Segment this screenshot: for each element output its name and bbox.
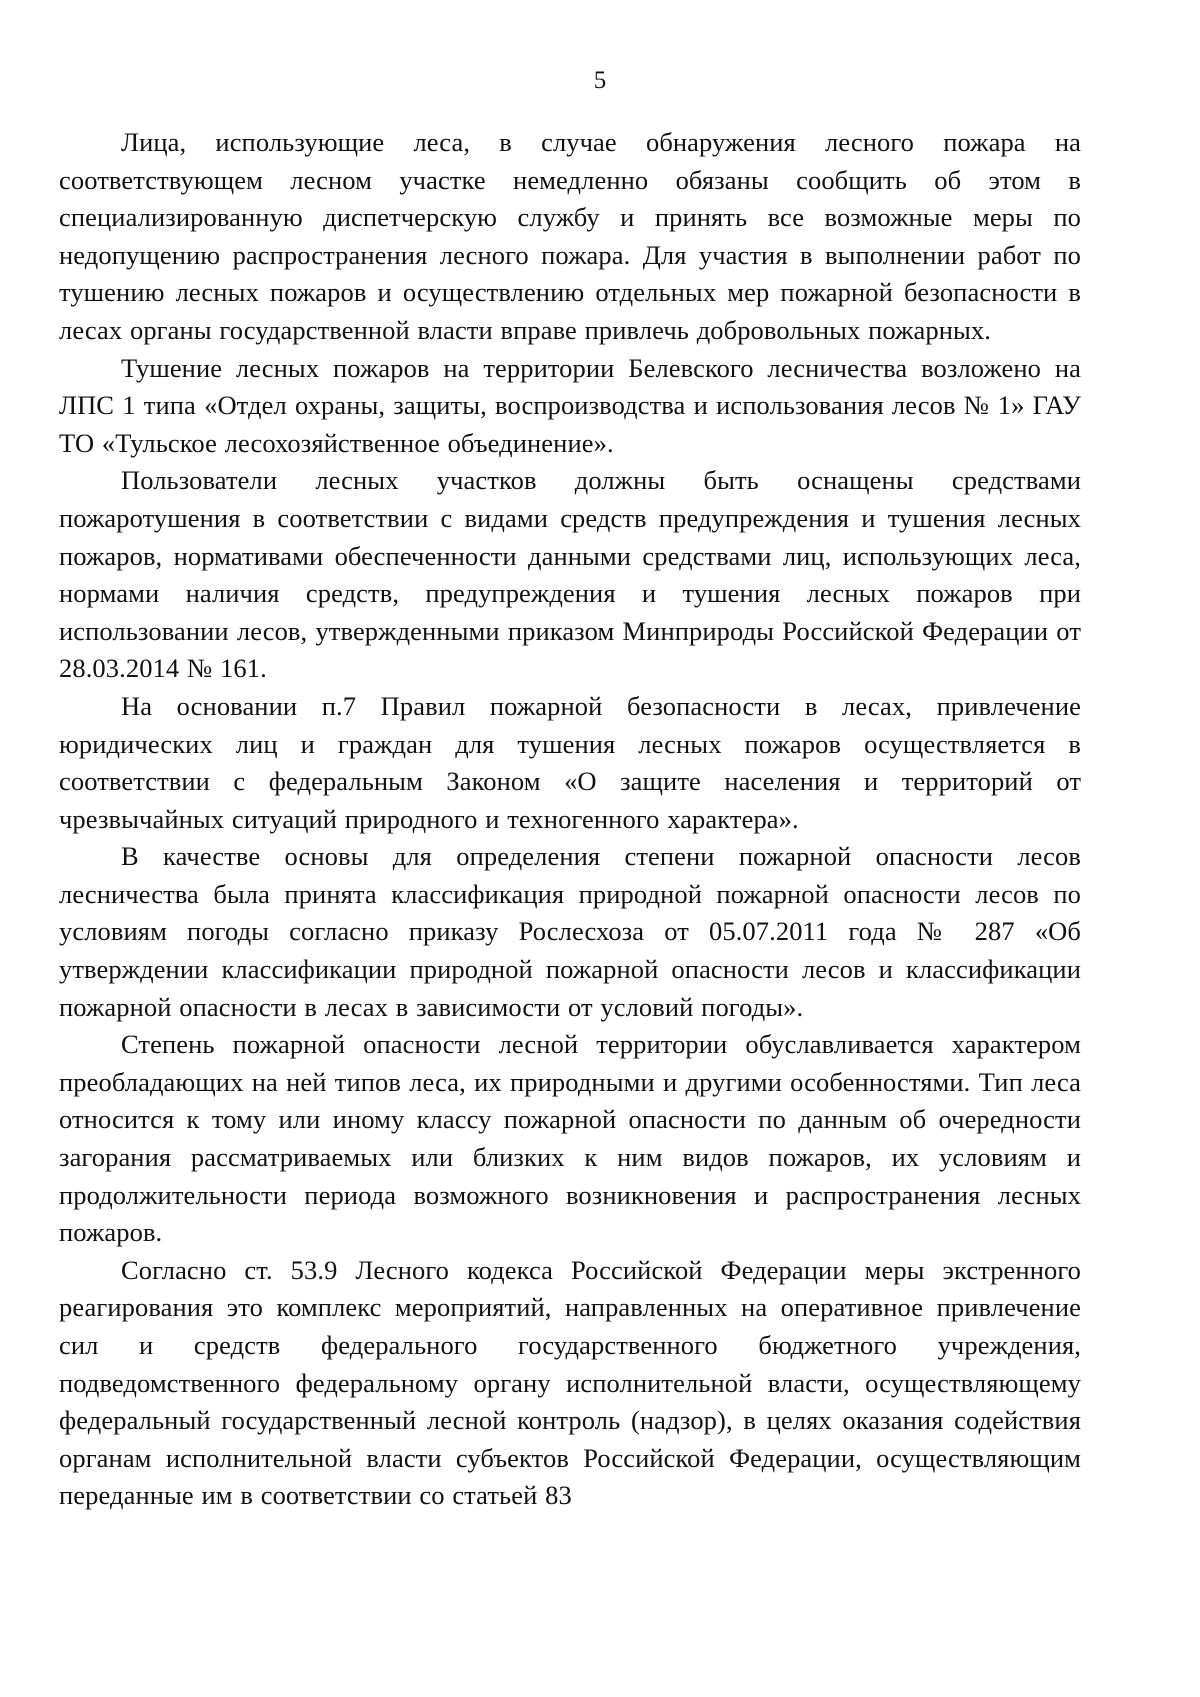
paragraph-fire-suppression-responsibility: Тушение лесных пожаров на территории Белевского лесничества возложено на ЛПС 1 типа «Отдел охраны, защиты, воспроизводства и использования лесов № 1» ГАУ ТО «Тульское лесохозяйственное объединение». (59, 352, 1081, 458)
document-body (59, 124, 1081, 1515)
paragraph-emergency-response: Согласно ст. 53.9 Лесного кодекса Российской Федерации меры экстренного реагирования это комплекс мероприятий, направленных на оперативное привлечение сил и средств федерального государственного бюджетного учреждения, подведомственного федеральному органу исполнительной власти, осуществляющему федеральный государственный лесной контроль (надзор), в целях оказания содействия органам исполнительной власти субъектов Российской Федерации, осуществляющим переданные им в соответствии со статьей 83 (59, 1254, 1081, 1511)
paragraph-legal-basis: На основании п.7 Правил пожарной безопасности в лесах, привлечение юридических лиц и граждан для тушения лесных пожаров осуществляется в соответствии с федеральным Законом «О защите населения и территорий от чрезвычайных ситуаций природного и техногенного характера». (59, 690, 1081, 834)
paragraph-volunteer-firefighters: Лица, использующие леса, в случае обнаружения лесного пожара на соответствующем лесном участке немедленно обязаны сообщить об этом в специализированную диспетчерскую службу и принять все возможные меры по недопущению распространения лесного пожара. Для участия в выполнении работ по тушению лесных пожаров и осуществлению отдельных мер пожарной безопасности в лесах органы государственной власти вправе привлечь добровольных пожарных. (59, 127, 1081, 345)
page-number: 5 (593, 67, 607, 94)
paragraph-firefighting-equipment: Пользователи лесных участков должны быть оснащены средствами пожаротушения в соответствии с видами средств предупреждения и тушения лесных пожаров, нормативами обеспеченности данными средствами лиц, использующих леса, нормами наличия средств, предупреждения и тушения лесных пожаров при использовании лесов, утвержденными приказом Минприроды Российской Федерации от 28.03.2014 № 161. (59, 465, 1081, 684)
paragraph-fire-danger-classification: В качестве основы для определения степени пожарной опасности лесов лесничества была принята классификация природной пожарной опасности лесов по условиям погоды согласно приказу Рослесхоза от 05.07.2011 года № 287 «Об утверждении классификации природной пожарной опасности лесов и классификации пожарной опасности в лесах в зависимости от условий погоды». (59, 841, 1081, 1022)
paragraph-fire-danger-degree: Степень пожарной опасности лесной территории обуславливается характером преобладающих на ней типов леса, их природными и другими особенностями. Тип леса относится к тому или иному классу пожарной опасности по данным об очередности загорания рассматриваемых или близких к ним видов пожаров, их условиям и продолжительности периода возможного возникновения и распространения лесных пожаров. (59, 1029, 1081, 1248)
